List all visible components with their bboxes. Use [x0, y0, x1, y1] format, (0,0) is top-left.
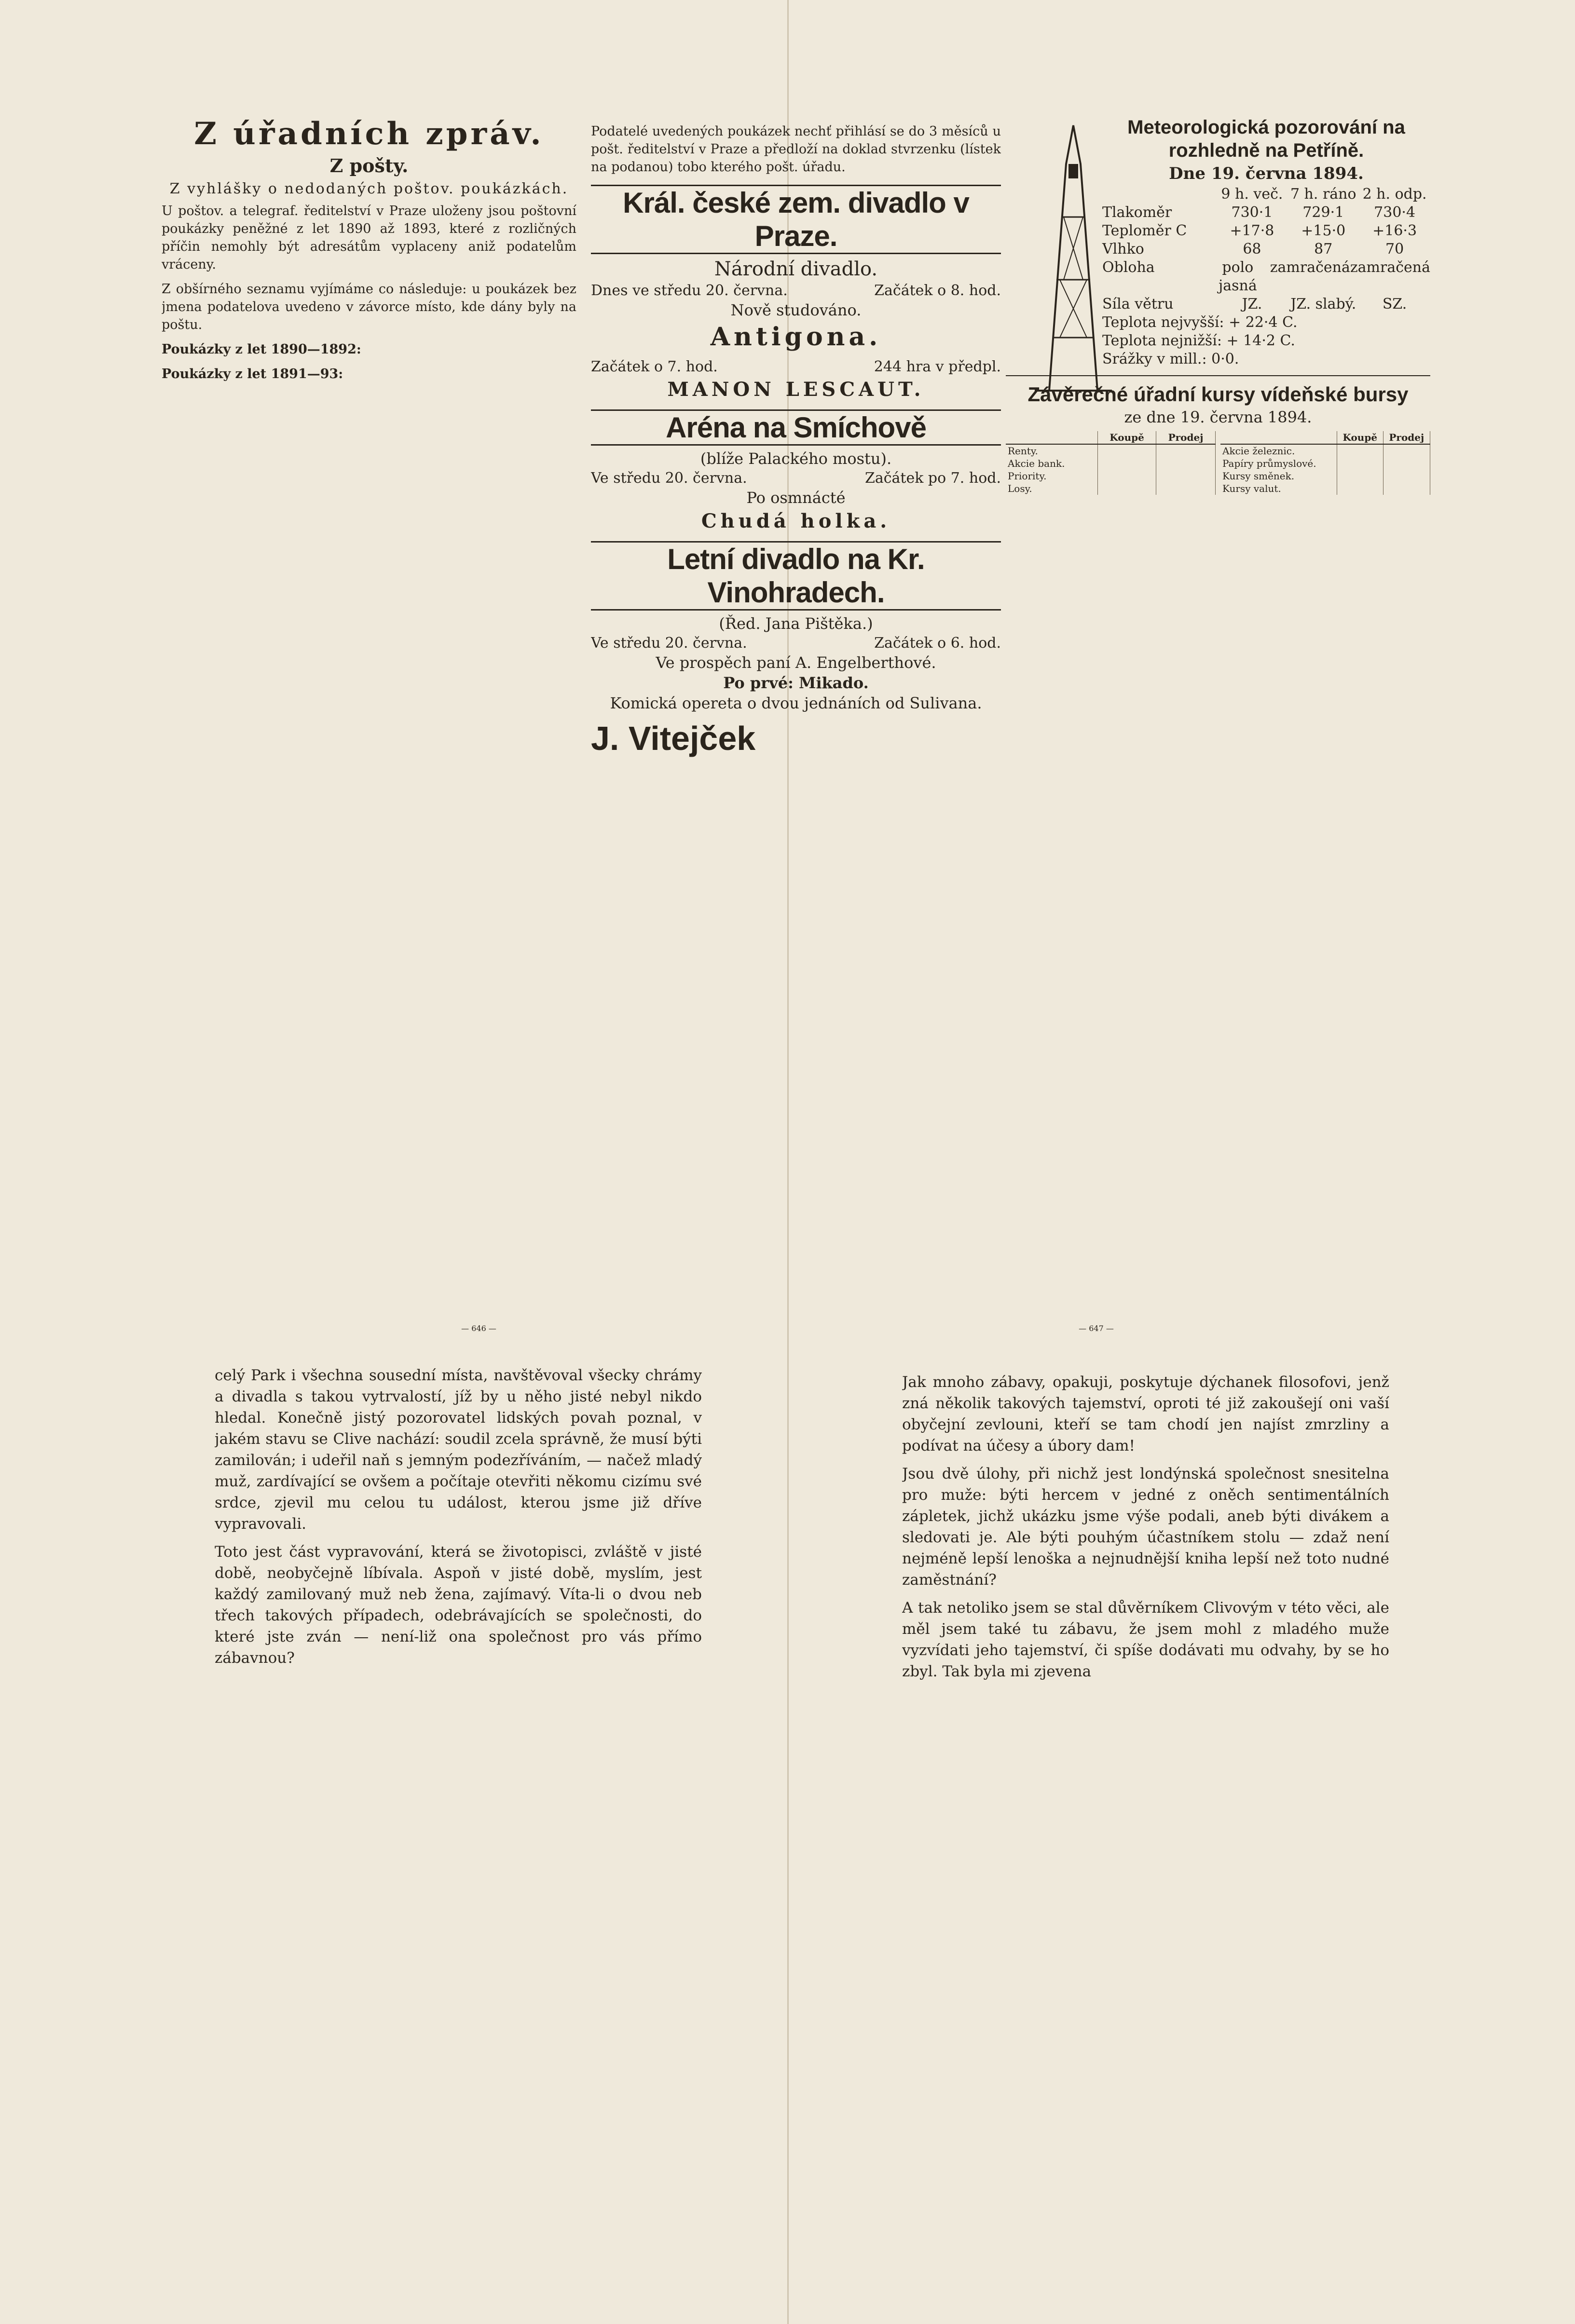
play-title: Chudá holka. — [701, 510, 891, 532]
novel-paragraph: Jak mnoho zábavy, opakuji, poskytuje dýchanek filosofovi, jenž zná několik takových tajemství, oproti té již zakoušejí oni vaší obyčejní zevlouni, kteří se tam chodí jen najíst zmrzliny a podívat na účesy a úbory dam! — [902, 1373, 1389, 1454]
advertiser-name: J. Vitejček — [591, 720, 756, 757]
table-row: Kursy směnek. — [1220, 470, 1430, 482]
theatre-title: Letní divadlo na Kr. Vinohradech. — [591, 541, 1001, 611]
weather-row: Teploměr C +17·8 +15·0 +16·3 — [1102, 222, 1417, 239]
performance-note: Po osmnácté — [746, 489, 846, 507]
weather-row: Obloha polo jasná zamračená zamračená — [1102, 259, 1430, 294]
page-number-right: — 647 — — [1079, 1324, 1114, 1333]
weather-header-row: 9 h. več. 7 h. ráno 2 h. odp. — [1221, 186, 1427, 203]
notice-paragraph: Podatelé uvedených poukázek nechť přihlásí se do 3 měsíců u pošt. ředitelství v Praze a předloží na doklad stvrzenku (lístek na podanou) tobo kterého pošt. úřadu. — [591, 124, 1001, 175]
weather-date: Dne 19. června 1894. — [1169, 164, 1364, 183]
bourse-table-left: Koupě Prodej Renty. Akcie bank. Priority. Losy. — [1006, 431, 1216, 495]
weather-row: Tlakoměr 730·1 729·1 730·4 — [1102, 204, 1416, 221]
novel-paragraph: celý Park i všechna sousední místa, navštěvoval všecky chrámy a divadla s takou vytrvalostí, jíž by u něho jisté nebyl nikdo hledal. Konečně jistý pozorovatel lidských povah poznal, v jakém stavu se Clive nachází: soudil zcela správně, že musí býti zamilován; i udeřil naň s jemným podezříváním, — načež mladý muž, zardívající se ovšem a počítaje otevřiti někomu cizímu své srdce, zjevil mu celou tu událost, kterou jsme již dříve vypravovali. — [215, 1367, 702, 1533]
weather-title: Meteorologická pozorování na rozhledně na Petříně. — [1127, 117, 1405, 161]
official-news-column — [162, 116, 576, 1027]
novel-paragraph: A tak netoliko jsem se stal důvěrníkem Clivovým v této věci, ale měl jsem také tu zábavu, že jsem mohl z mladého muže vyzvídati jeho tajemství, či spíše dodávati mu odvahy, by se ho zbyl. Tak byla mi zjevena — [902, 1599, 1389, 1680]
play-title: Antigona. — [710, 322, 882, 352]
performance-start: Začátek po 7. hod. — [864, 470, 1001, 487]
notice-section-title: Poukázky z let 1890—1892: — [162, 342, 361, 357]
novel-paragraph: Jsou dvě úlohy, při nichž jest londýnská společnost snesitelna pro muže: býti hercem v jedné z oněch sentimentálních zápletek, jichž ukázku jsme výše podali, aneb býti divákem a sledovati je. Ale býti pouhým účastníkem stolu — zdaž není nejméně lepší lenoška a nejnudnější kniha lepší než toto nudné zaměstnání? — [902, 1465, 1389, 1589]
performance-start: Začátek o 8. hod. — [874, 282, 1001, 299]
weather-extra: Srážky v mill.: 0·0. — [1102, 351, 1239, 367]
table-row: Renty. — [1006, 444, 1216, 457]
bourse-date: ze dne 19. června 1894. — [1124, 408, 1312, 426]
weather-extra: Teplota nejnižší: + 14·2 C. — [1102, 332, 1295, 349]
notice-title: Z vyhlášky o nedodaných poštov. poukázkách. — [169, 180, 569, 197]
performance-start: Začátek o 6. hod. — [874, 635, 1001, 652]
theatre-subtitle: Národní divadlo. — [714, 258, 878, 280]
middle-column — [591, 116, 1001, 1027]
table-row: Akcie železnic. — [1220, 444, 1430, 457]
table-row: Akcie bank. — [1006, 457, 1216, 470]
theatre-subtitle: (blíže Palackého mostu). — [700, 449, 892, 468]
weather-row: Síla větru JZ. JZ. slabý. SZ. — [1102, 296, 1407, 313]
notice-section-title: Poukázky z let 1891—93: — [162, 367, 343, 381]
notice-paragraph: U poštov. a telegraf. ředitelství v Praze uloženy jsou poštovní poukázky peněžné z let 1890 až 1893, které z rozličných příčin nemohly být adresátům vyplaceny aniž podatelům vráceny. — [162, 204, 576, 272]
next-play: MANON LESCAUT. — [667, 378, 925, 401]
table-row: Losy. — [1006, 482, 1216, 495]
theatre-title: Aréna na Smíchově — [591, 409, 1001, 446]
performance-note: Nově studováno. — [730, 301, 862, 319]
novel-column-left — [215, 1365, 702, 2136]
bourse-title: Závěrečné úřadní kursy vídeňské bursy — [1027, 383, 1409, 406]
performance-time: Začátek o 7. hod. — [591, 358, 718, 375]
performance-note: Ve prospěch paní A. Engelberthové. — [656, 653, 936, 672]
section-heading: Z úřadních zpráv. — [194, 116, 544, 152]
play-title: Po prvé: Mikado. — [723, 674, 869, 692]
weather-row: Vlhko 68 87 70 — [1102, 241, 1404, 258]
subscription-note: 244 hra v předpl. — [874, 358, 1001, 375]
bourse-table-right: Koupě Prodej Akcie železnic. Papíry průmyslové. Kursy směnek. Kursy valut. — [1220, 431, 1430, 495]
table-row: Priority. — [1006, 470, 1216, 482]
petrin-tower-illustration — [1015, 121, 1131, 410]
novel-column-right — [902, 1365, 1389, 2136]
theatre-title: Král. české zem. divadlo v Praze. — [591, 185, 1001, 254]
page-number-left: — 646 — — [461, 1324, 496, 1333]
table-row: Kursy valut. — [1220, 482, 1430, 495]
advertisement — [591, 719, 1001, 758]
bourse-table — [1006, 431, 1430, 495]
performance-date: Ve středu 20. června. — [591, 470, 747, 487]
performance-date: Dnes ve středu 20. června. — [591, 282, 788, 299]
theatre-subtitle: (Řed. Jana Pištěka.) — [719, 614, 873, 633]
table-row: Papíry průmyslové. — [1220, 457, 1430, 470]
performance-date: Ve středu 20. června. — [591, 635, 747, 652]
notice-paragraph: Z obšírného seznamu vyjímáme co následuje: u poukázek bez jmena podatelova uvedeno v závorce místo, kde dány byly na poštu. — [162, 282, 576, 332]
section-subheading: Z pošty. — [329, 155, 409, 177]
play-description: Komická opereta o dvou jednáních od Sulivana. — [610, 694, 982, 712]
weather-extra: Teplota nejvyšší: + 22·4 C. — [1102, 314, 1298, 331]
novel-paragraph: Toto jest část vypravování, která se životopisci, zvláště v jisté době, neobyčejně líbívala. Aspoň v jisté době, myslím, jest každý zamilovaný muž neb žena, zajímavý. Víta-li o dvou neb třech takových případech, odebrávajících se společnosti, do které jste zván — není-liž ona společnost pro vás přímo zábavnou? — [215, 1543, 702, 1667]
